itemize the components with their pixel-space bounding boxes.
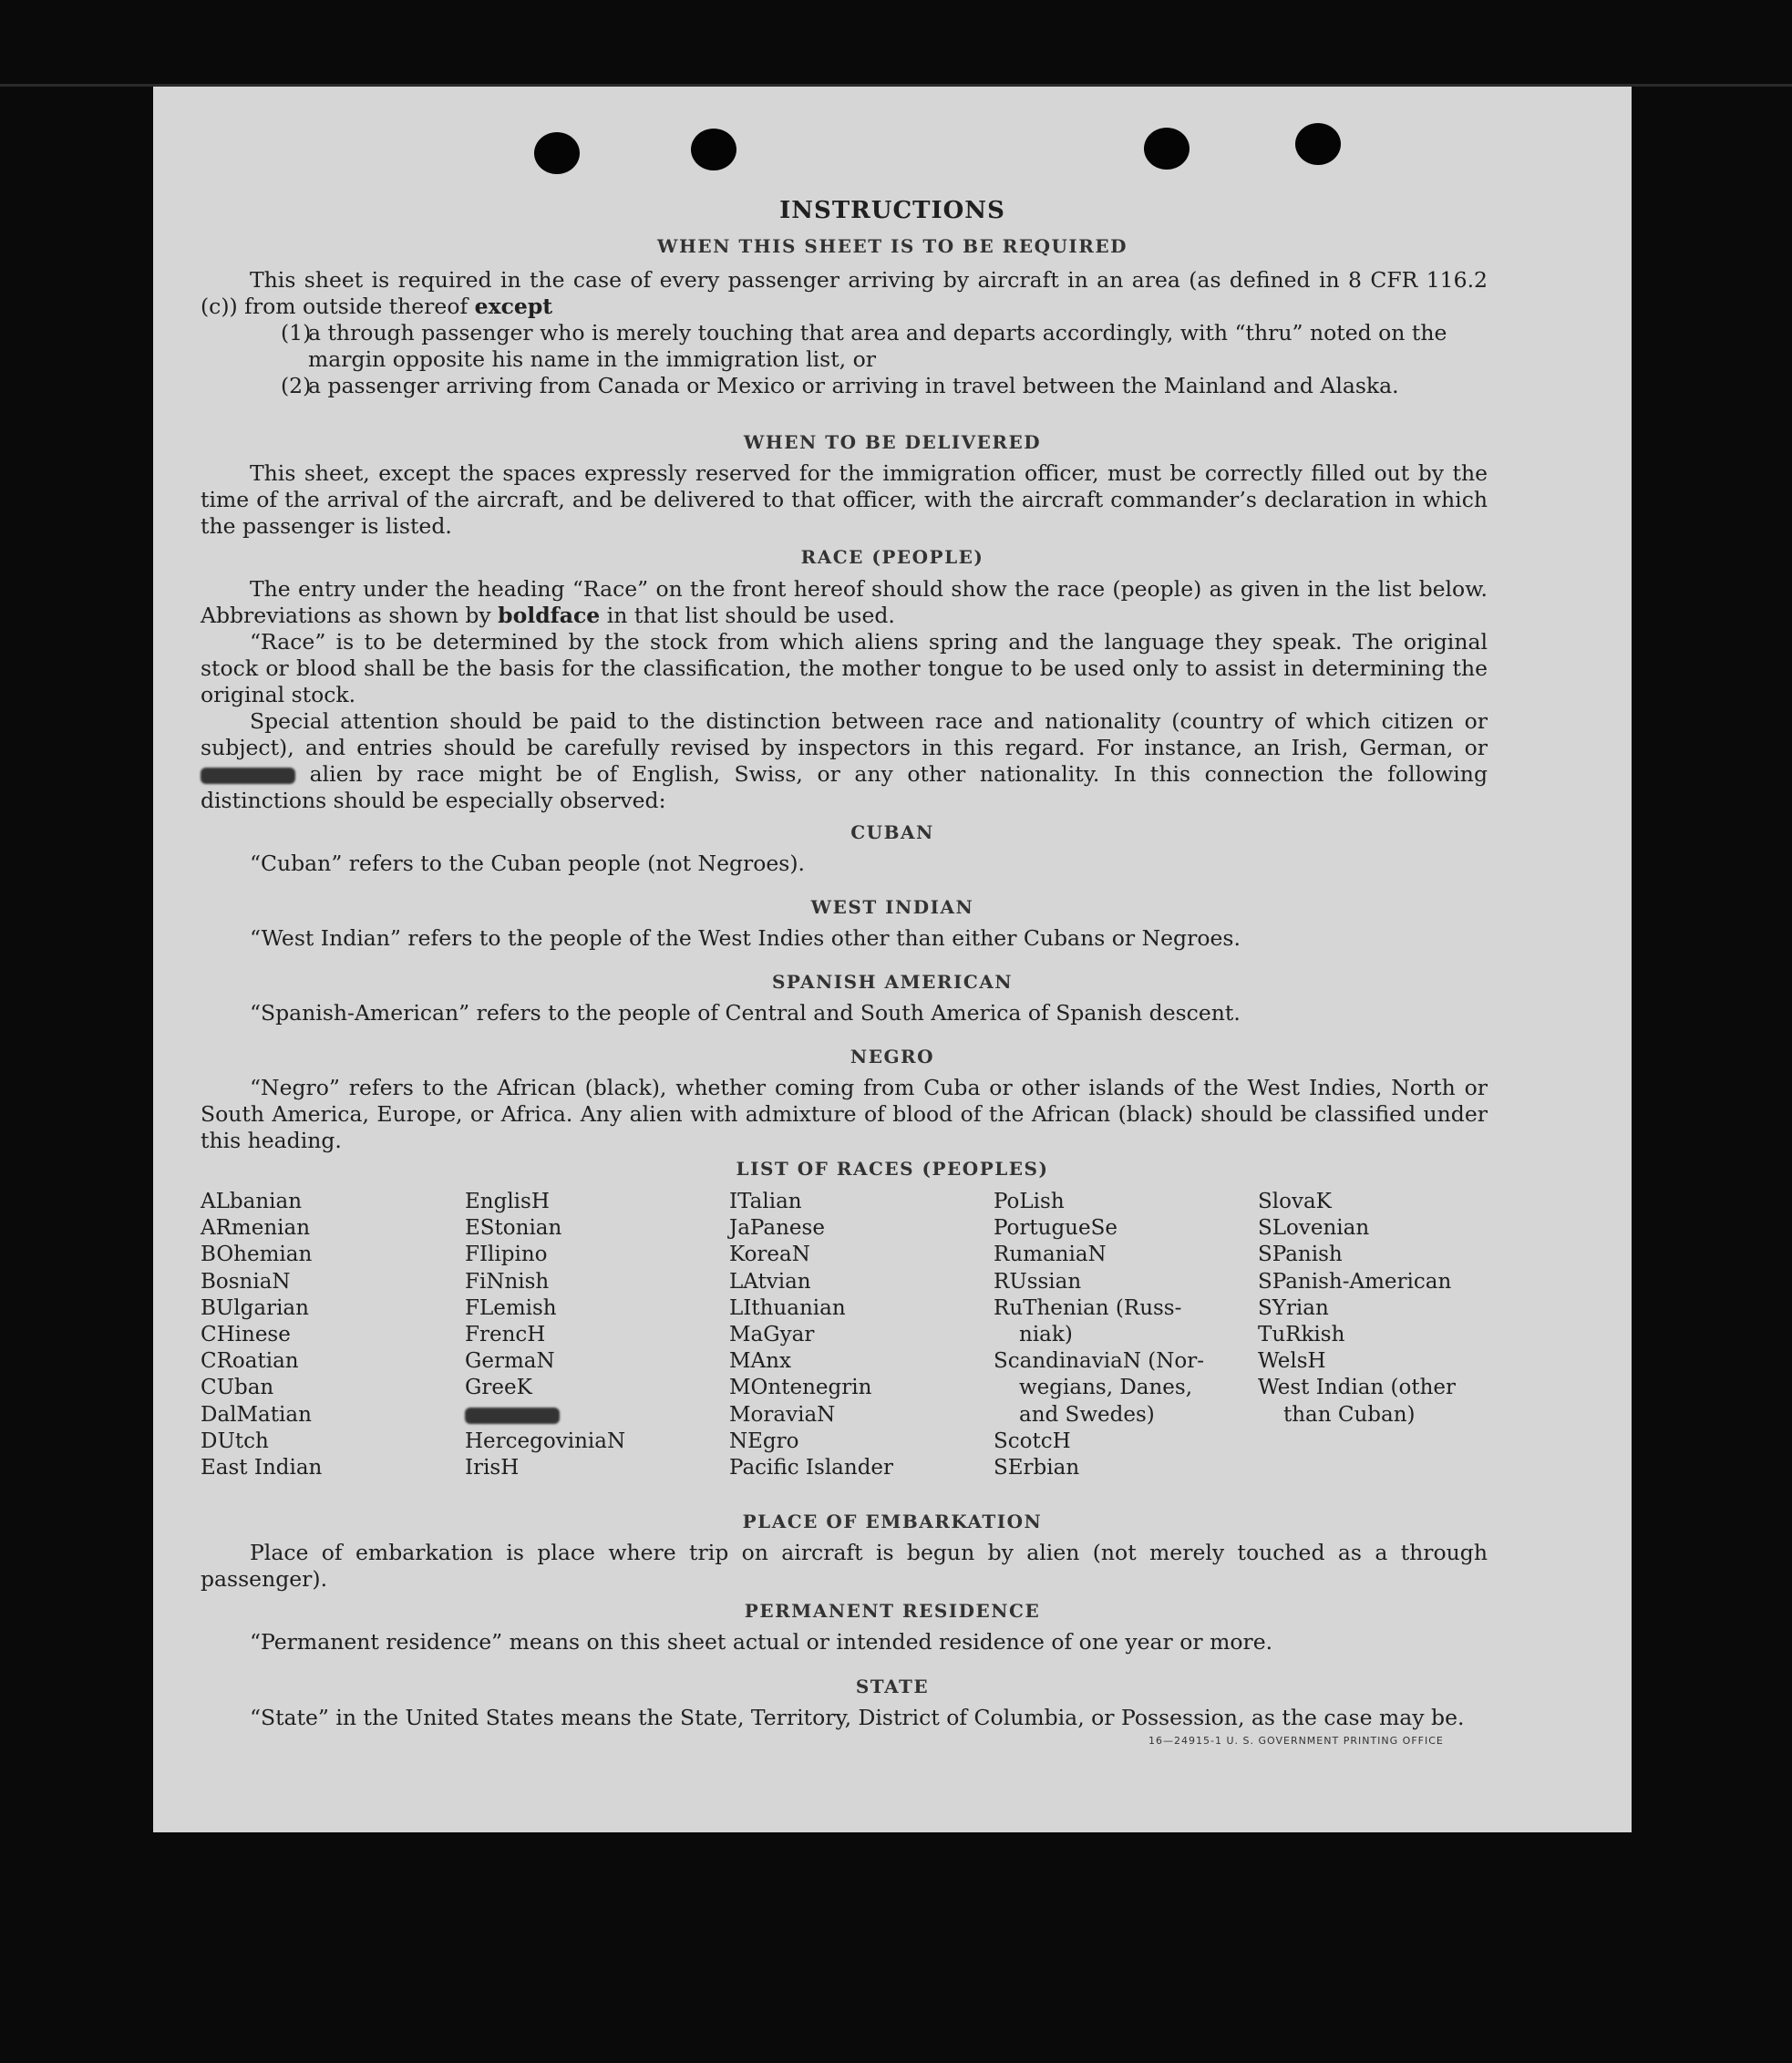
race-list [201, 1189, 1495, 1480]
race-item: KoreaN [729, 1243, 810, 1267]
race-item-redacted [465, 1402, 729, 1429]
punch-hole [691, 129, 736, 170]
race-item: FLemish [465, 1295, 557, 1320]
race-item: DalMatian [201, 1402, 312, 1427]
heading-permanent-residence: PERMANENT RESIDENCE [744, 1600, 1041, 1622]
paragraph-when-required: This sheet is required in the case of every passenger arriving by aircraft in an area (as defined in 8 CFR 116.2 (c)) from outside thereof except [201, 267, 1488, 319]
paragraph-permanent-residence: “Permanent residence” means on this sheet actual or intended residence of one year or more. [250, 1629, 1273, 1655]
race-item-continued: wegians, Danes, [1019, 1376, 1193, 1400]
exception-item-2: (2) a passenger arriving from Canada or Mexico or arriving in travel between the Mainland and Alaska. [281, 373, 1399, 398]
heading-negro: NEGRO [850, 1046, 935, 1068]
race-item: RuThenian (Russ- [994, 1295, 1182, 1320]
race-item: SPanish [1258, 1243, 1343, 1267]
race-item: SYrian [1258, 1295, 1329, 1320]
race-column [994, 1189, 1258, 1481]
race-column [201, 1189, 465, 1481]
race-item: LAtvian [729, 1269, 811, 1294]
race-item: TuRkish [1258, 1323, 1345, 1347]
race-item: RUssian [994, 1269, 1082, 1294]
heading-race: RACE (PEOPLE) [800, 546, 984, 568]
race-item: CRoatian [201, 1349, 299, 1374]
race-item: SErbian [994, 1456, 1080, 1480]
race-item: MOntenegrin [729, 1376, 872, 1400]
race-item: NEgro [729, 1429, 799, 1453]
paragraph-race-3: Special attention should be paid to the distinction between race and nationality (country of which citizen or subject), and entries should be carefully revised by inspectors in this regard. For instance, an Irish, German, or alien by race might be of English, Swiss, or any other nationality. In this connection the following distinctions should be especially observed: [201, 708, 1488, 813]
page-title: INSTRUCTIONS [779, 197, 1005, 224]
race-item-continued: niak) [1019, 1323, 1073, 1347]
race-item: PoLish [994, 1190, 1065, 1213]
race-item: CUban [201, 1376, 274, 1400]
heading-state: STATE [855, 1676, 930, 1697]
heading-embarkation: PLACE OF EMBARKATION [742, 1511, 1043, 1532]
paragraph-when-delivered: This sheet, except the spaces expressly reserved for the immigration officer, must be correctly filled out by the time of the arrival of the aircraft, and be delivered to that officer, with the aircraft commander’s declaration in which the passenger is listed. [201, 460, 1488, 539]
paragraph-race-2: “Race” is to be determined by the stock from which aliens spring and the language they speak. The original stock or blood shall be the basis for the classification, the mother tongue to be used only to assist in determining the original stock. [201, 629, 1488, 707]
document-page [153, 87, 1632, 1832]
race-item: ScotcH [994, 1429, 1071, 1453]
race-item: DUtch [201, 1429, 269, 1453]
heading-west-indian: WEST INDIAN [810, 896, 974, 918]
race-item: SLovenian [1258, 1216, 1370, 1241]
exception-item-1: (1) a through passenger who is merely touching that area and departs accordingly, with “thru” noted on the margin opposite his name in the immigration list, or [281, 320, 1447, 372]
race-item: RumaniaN [994, 1243, 1107, 1267]
race-item: Pacific Islander [729, 1456, 894, 1480]
race-item: ARmenian [201, 1216, 311, 1241]
race-item: ScandinaviaN (Nor- [994, 1349, 1204, 1374]
race-item: LIthuanian [729, 1295, 846, 1320]
race-item: West Indian (other [1258, 1376, 1457, 1400]
race-column [465, 1189, 729, 1481]
paragraph-spanish-american: “Spanish-American” refers to the people of Central and South America of Spanish descent. [250, 1000, 1241, 1026]
race-column [1258, 1189, 1522, 1429]
race-item-continued: and Swedes) [1019, 1402, 1155, 1427]
punch-hole [1144, 128, 1190, 170]
race-item: HercegoviniaN [465, 1429, 626, 1453]
paragraph-west-indian: “West Indian” refers to the people of the West Indies other than either Cubans or Negroes. [250, 925, 1241, 951]
paragraph-race-1: The entry under the heading “Race” on the front hereof should show the race (people) as given in the list below. Abbreviations as shown by boldface in that list should be used. [201, 576, 1488, 628]
race-item: BUlgarian [201, 1295, 309, 1320]
race-item: EnglisH [465, 1190, 550, 1213]
race-item: BOhemian [201, 1243, 313, 1267]
paragraph-state: “State” in the United States means the State, Territory, District of Columbia, or Possession, as the case may be. [250, 1705, 1465, 1730]
heading-spanish-american: SPANISH AMERICAN [771, 971, 1014, 993]
race-item: SPanish-American [1258, 1269, 1452, 1294]
race-item: GreeK [465, 1376, 532, 1400]
redaction-smudge [465, 1408, 560, 1424]
race-item: ITalian [729, 1190, 802, 1213]
race-item: EStonian [465, 1216, 562, 1241]
heading-when-delivered: WHEN TO BE DELIVERED [743, 431, 1042, 453]
race-item: MoraviaN [729, 1402, 836, 1427]
race-item-continued: than Cuban) [1283, 1402, 1416, 1427]
punch-hole [534, 132, 580, 174]
paragraph-cuban: “Cuban” refers to the Cuban people (not Negroes). [250, 851, 806, 876]
race-column [729, 1189, 994, 1481]
race-item: IrisH [465, 1456, 520, 1480]
punch-hole [1295, 123, 1341, 165]
race-item: FiNnish [465, 1269, 550, 1294]
heading-when-required: WHEN THIS SHEET IS TO BE REQUIRED [657, 235, 1128, 257]
paragraph-negro: “Negro” refers to the African (black), whether coming from Cuba or other islands of the West Indies, North or South America, Europe, or Africa. Any alien with admixture of blood of the African (black) should be classified under this heading. [201, 1075, 1488, 1153]
race-item: SlovaK [1258, 1190, 1332, 1213]
heading-cuban: CUBAN [850, 821, 934, 843]
paragraph-embarkation: Place of embarkation is place where trip on aircraft is begun by alien (not merely touched as a through passenger). [201, 1540, 1488, 1592]
race-item: BosniaN [201, 1269, 291, 1294]
race-item: East Indian [201, 1456, 323, 1480]
race-item: JaPanese [729, 1216, 825, 1241]
race-item: MaGyar [729, 1323, 815, 1347]
heading-list-of-races: LIST OF RACES (PEOPLES) [736, 1158, 1049, 1180]
race-item: FrencH [465, 1323, 546, 1347]
race-item: CHinese [201, 1323, 291, 1347]
race-item: WelsH [1258, 1349, 1326, 1374]
race-item: FIlipino [465, 1243, 548, 1267]
printing-office-code: 16—24915-1 U. S. GOVERNMENT PRINTING OFFICE [1148, 1735, 1444, 1747]
race-item: MAnx [729, 1349, 791, 1374]
race-item: PortugueSe [994, 1216, 1117, 1241]
redaction-smudge [201, 768, 295, 784]
race-item: ALbanian [201, 1190, 303, 1213]
race-item: GermaN [465, 1349, 555, 1374]
